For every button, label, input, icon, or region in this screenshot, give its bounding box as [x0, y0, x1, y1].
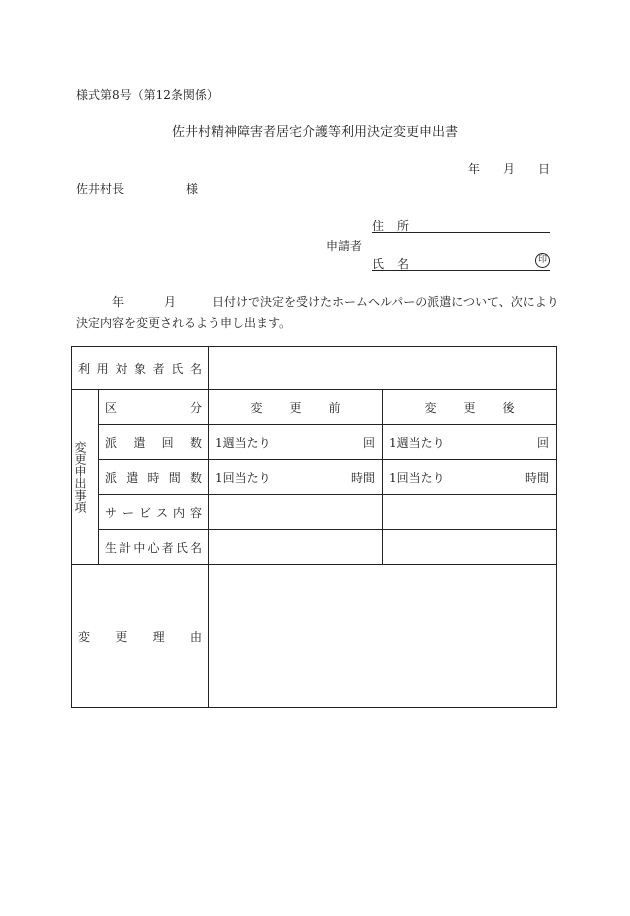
row-label: 派遣時間数: [99, 460, 209, 495]
para-month: 月: [164, 295, 177, 309]
after-cell[interactable]: [383, 495, 557, 530]
row-label: サービス内容: [99, 495, 209, 530]
table-row: [72, 390, 557, 425]
user-name-input[interactable]: [209, 347, 557, 390]
para-body: 日付けで決定を受けたホームヘルパーの派遣について、次により決定内容を変更されるよう申し出ます。: [76, 295, 559, 330]
section-label-cell: [72, 390, 99, 565]
seal-icon: 印: [535, 253, 550, 268]
before-cell[interactable]: [209, 460, 383, 495]
request-paragraph: [76, 292, 560, 334]
before-unit: 回: [363, 435, 376, 450]
reason-label: 変更理由: [72, 565, 209, 708]
before-label: 変更前: [250, 400, 341, 415]
before-header: [209, 390, 383, 425]
after-header: [383, 390, 557, 425]
after-cell[interactable]: [383, 460, 557, 495]
row-label: 派遣回数: [99, 425, 209, 460]
before-prefix: 1回当たり: [215, 470, 271, 485]
after-label: 変更後: [424, 400, 515, 415]
addressee-name: 佐井村長: [76, 182, 125, 196]
category-label: 区分: [99, 390, 209, 425]
before-cell[interactable]: [209, 425, 383, 460]
address-field[interactable]: [372, 218, 550, 233]
table-row: [72, 460, 557, 495]
addressee-honorific: 様: [186, 182, 199, 196]
reason-input[interactable]: [209, 565, 557, 708]
addressee: [76, 180, 198, 197]
address-label: 住所: [372, 219, 423, 233]
form-number: 様式第8号（第12条関係）: [76, 88, 219, 102]
after-prefix: 1回当たり: [389, 470, 445, 485]
after-unit: 時間: [525, 470, 550, 485]
row-label: 生計中心者氏名: [99, 530, 209, 565]
section-label: 変更申出事項: [73, 441, 87, 513]
table-row: [72, 495, 557, 530]
before-unit: 時間: [351, 470, 376, 485]
before-cell[interactable]: [209, 530, 383, 565]
before-prefix: 1週当たり: [215, 435, 271, 450]
date-line: [468, 160, 550, 177]
name-label: 氏名: [372, 257, 423, 271]
date-month-label: 月: [502, 162, 515, 176]
after-cell[interactable]: [383, 530, 557, 565]
page-title: 佐井村精神障害者居宅介護等利用決定変更申出書: [171, 125, 458, 140]
table-row: [72, 530, 557, 565]
table-row: [72, 565, 557, 708]
date-year-label: 年: [468, 162, 481, 176]
applicant-label: 申請者: [326, 239, 363, 253]
para-year: 年: [112, 295, 125, 309]
table-row: [72, 347, 557, 390]
after-cell[interactable]: [383, 425, 557, 460]
user-name-label: 利用対象者氏名: [72, 347, 209, 390]
before-cell[interactable]: [209, 495, 383, 530]
change-request-table: [71, 346, 557, 708]
after-prefix: 1週当たり: [389, 435, 445, 450]
table-row: [72, 425, 557, 460]
date-day-label: 日: [537, 162, 550, 176]
after-unit: 回: [537, 435, 550, 450]
name-field[interactable]: [372, 256, 550, 271]
